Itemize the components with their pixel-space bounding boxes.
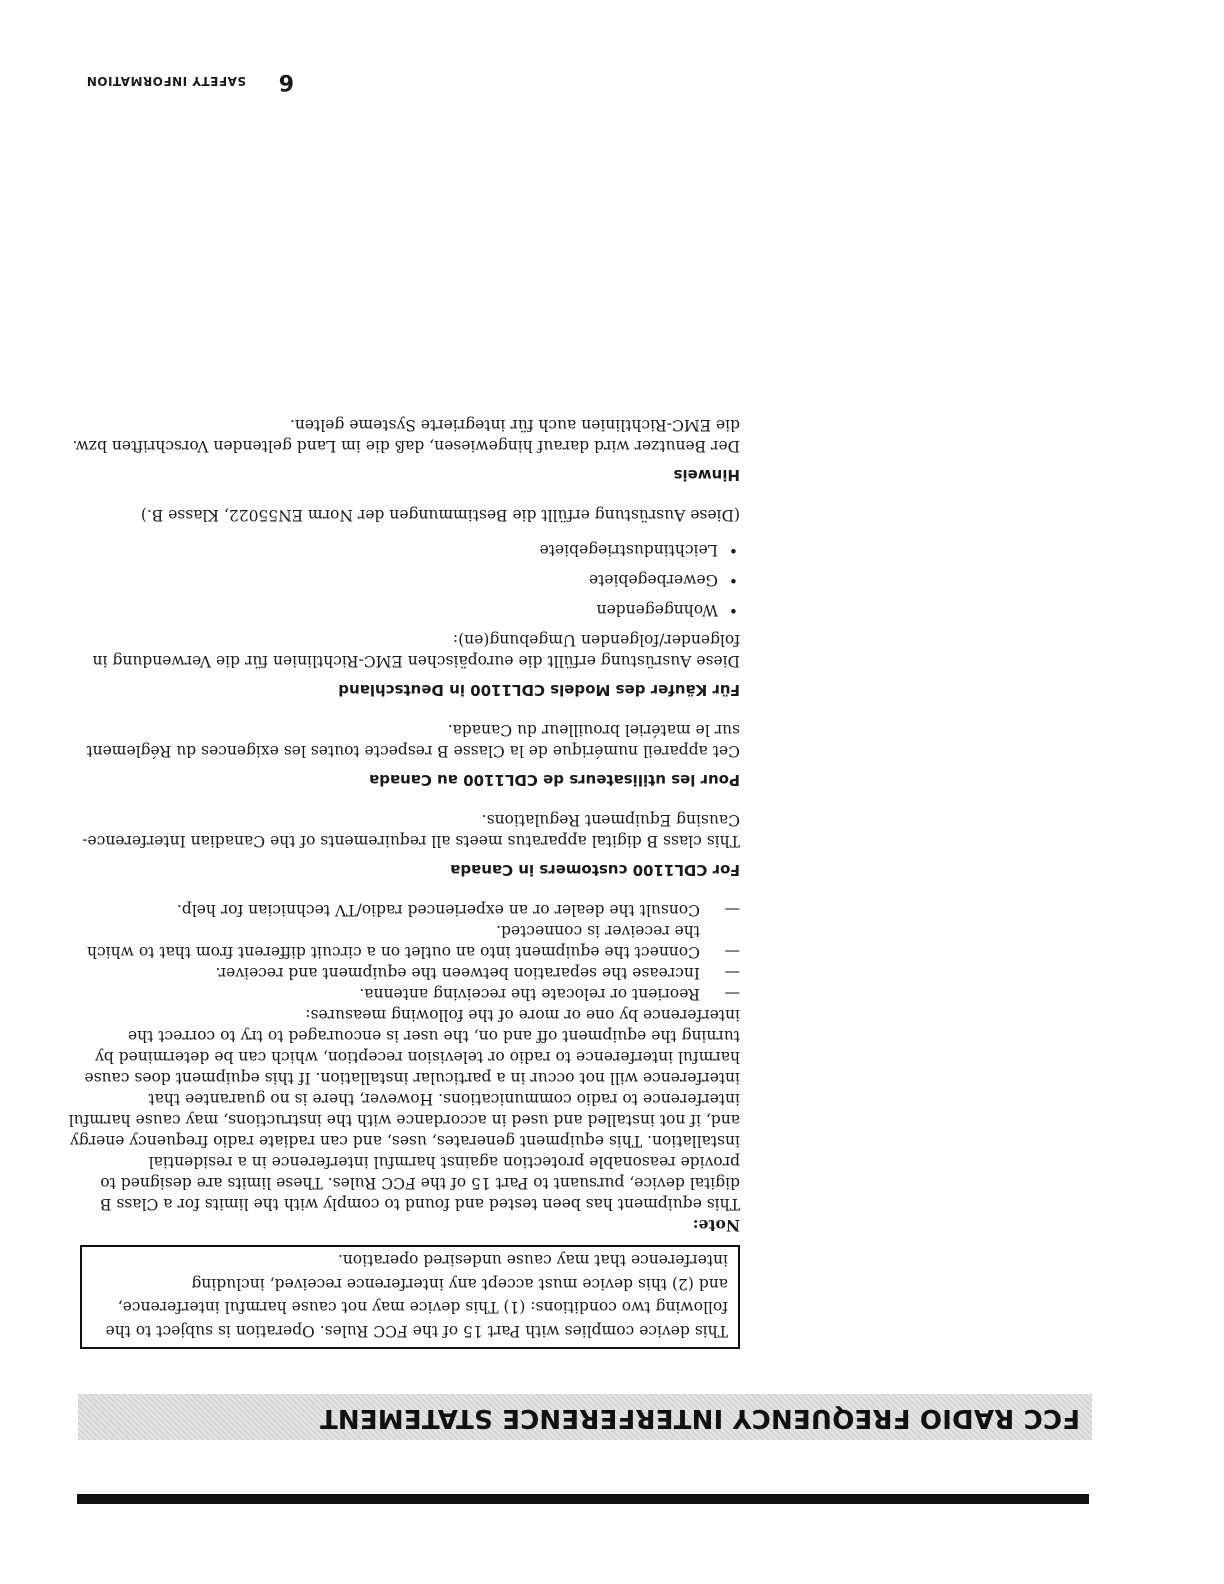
canada-fr-body: Cet appareil numérique de la Classe B respecte toutes les exigences du Réglement sur le matériel brouilleur du Canada. xyxy=(86,721,740,760)
top-rule xyxy=(77,1494,1089,1504)
compliance-box xyxy=(80,1245,740,1349)
title-banner xyxy=(78,1394,1092,1440)
section-label: SAFETY INFORMATION xyxy=(86,74,246,88)
page-title: FCC RADIO FREQUENCY INTERFERENCE STATEMENT xyxy=(319,1403,1080,1433)
list-item: — Increase the separation between the equipment and receiver. xyxy=(60,962,740,983)
environment-list xyxy=(60,535,740,625)
hinweis-body: Der Benutzer wird darauf hingewiesen, daß die im Land geltenden Vorschriften bzw. die EMC-Richtlinien auch für integrierte Systeme gelten. xyxy=(72,416,740,455)
list-item: — Consult the dealer or an experienced radio/TV technician for help. xyxy=(60,899,740,920)
measures-list xyxy=(60,899,740,1004)
canada-heading: For CDL1100 customers in Canada xyxy=(450,861,740,879)
main-content xyxy=(60,414,740,1236)
list-item: • Wohngegenden xyxy=(60,595,740,625)
note-heading xyxy=(60,1214,740,1236)
list-item: • Gewerbegebiete xyxy=(60,565,740,595)
page-number: 6 xyxy=(278,69,294,94)
canada-fr-heading: Pour les utilisateurs de CDL1100 au Canada xyxy=(369,771,740,789)
note-body: This equipment has been tested and found to comply with the limits for a Class B digital device, pursuant to Part 15 of the FCC Rules. These limits are designed to provide reasonable protection against harmful interference in a residential installation. This equipment generates, uses, and can radiate radio frequency energy and, if not installed and used in accordance with the instructions, may cause harmful interference to radio communications. However, there is no guarantee that interference will not occur in a particular installation. If this equipment does cause harmful interference to radio or television reception, which can be determined by turning the equipment off and on, the user is encouraged to try to correct the interference by one or more of the following measures: xyxy=(68,1006,740,1213)
list-item: — Connect the equipment into an outlet on a circuit different from that to which the receiver is connected. xyxy=(60,920,740,962)
list-item: • Leichtindustriegebiete xyxy=(60,535,740,565)
germany-body: Diese Ausrüstung erfüllt die europäischen EMC-Richtlinien für die Verwendung in folgender/folgenden Umgebung(en): xyxy=(92,631,740,670)
note-heading-text: Note: xyxy=(692,1216,740,1235)
canada-body: This class B digital apparatus meets all requirements of the Canadian Interference-Causing Equipment Regulations. xyxy=(82,811,740,850)
hinweis-heading: Hinweis xyxy=(673,466,740,484)
germany-heading: Für Käufer des Models CDL1100 in Deutschland xyxy=(338,681,740,699)
germany-norm: (Diese Ausrüstung erfüllt die Bestimmungen der Norm EN55022, Klasse B.) xyxy=(140,506,740,524)
compliance-text: This device complies with Part 15 of the FCC Rules. Operation is subject to the following two conditions: (1) This device may not cause harmful interference, and (2) this device must accept any interference received, including interference that may cause undesired operation. xyxy=(105,1251,728,1340)
list-item: — Reorient or relocate the receiving antenna. xyxy=(60,983,740,1004)
